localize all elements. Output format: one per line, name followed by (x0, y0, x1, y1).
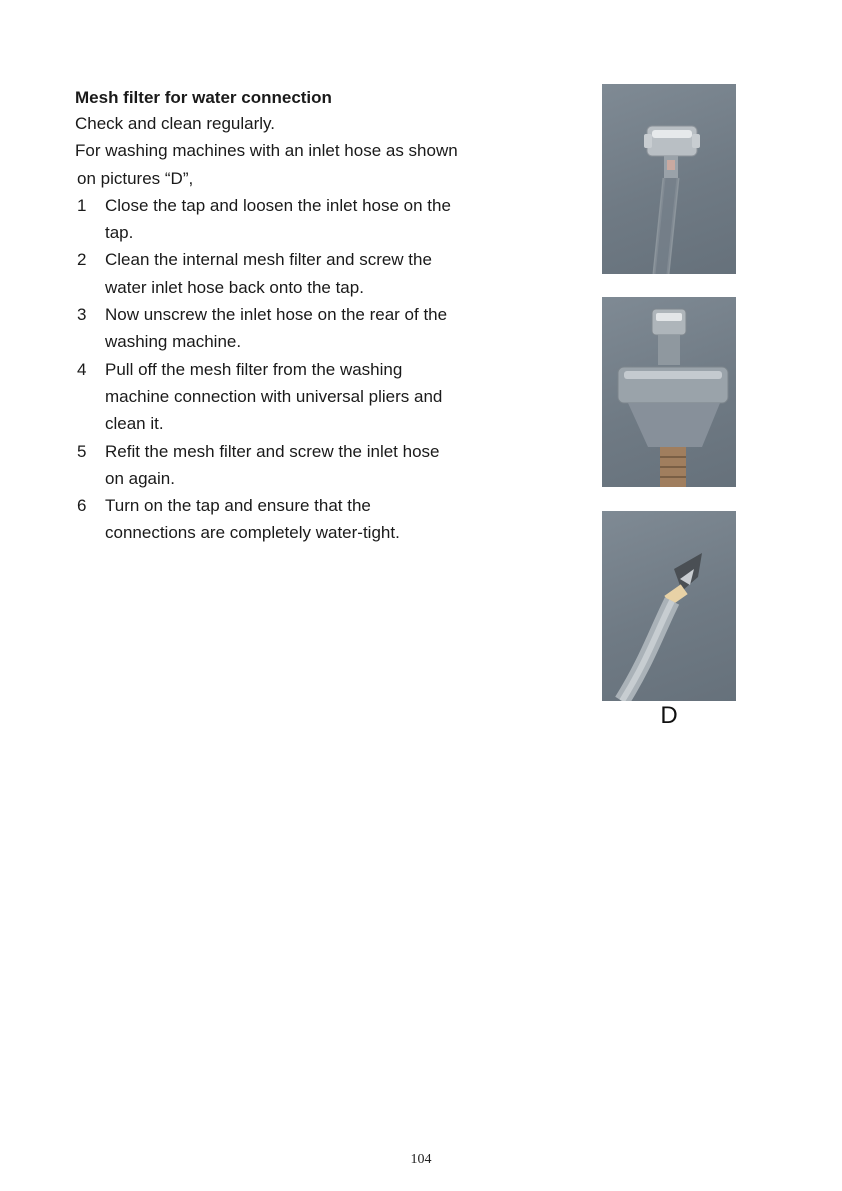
step-item (75, 192, 515, 247)
instructions-column (75, 86, 515, 547)
step-item (75, 356, 515, 438)
step-number: 1 (77, 195, 87, 215)
photo-tap-connector (602, 84, 736, 274)
steps-list (75, 192, 515, 547)
step-text: Turn on the tap and ensure that the connections are completely water-tight. (105, 496, 400, 543)
step-text: Clean the internal mesh filter and screw the water inlet hose back onto the tap. (105, 250, 432, 297)
step-item (75, 246, 515, 301)
hose-end-illustration (602, 511, 736, 701)
step-item (75, 492, 515, 547)
step-item (75, 301, 515, 356)
figure-caption: D (660, 702, 678, 729)
tap-connector-illustration (602, 84, 736, 274)
step-text: Now unscrew the inlet hose on the rear of the washing machine. (105, 305, 448, 352)
photo-machine-inlet (602, 297, 736, 487)
intro-line-2: For washing machines with an inlet hose as shown (75, 141, 458, 161)
step-number: 6 (77, 496, 87, 516)
step-number: 5 (77, 441, 87, 461)
step-number: 2 (77, 250, 87, 270)
step-number: 4 (77, 359, 87, 379)
section-heading: Mesh filter for water connection (75, 88, 332, 107)
step-text: Pull off the mesh filter from the washing machine connection with universal pliers and clean it. (105, 359, 443, 434)
machine-inlet-illustration (602, 297, 736, 487)
step-text: Refit the mesh filter and screw the inlet hose on again. (105, 441, 440, 488)
intro-line-1: Check and clean regularly. (75, 114, 276, 133)
intro-line-3: on pictures “D”, (77, 168, 194, 188)
step-text: Close the tap and loosen the inlet hose on the tap. (105, 195, 451, 243)
photo-hose-end (602, 511, 736, 701)
step-number: 3 (77, 305, 87, 325)
step-item (75, 438, 515, 493)
page-number: 104 (410, 1152, 432, 1167)
